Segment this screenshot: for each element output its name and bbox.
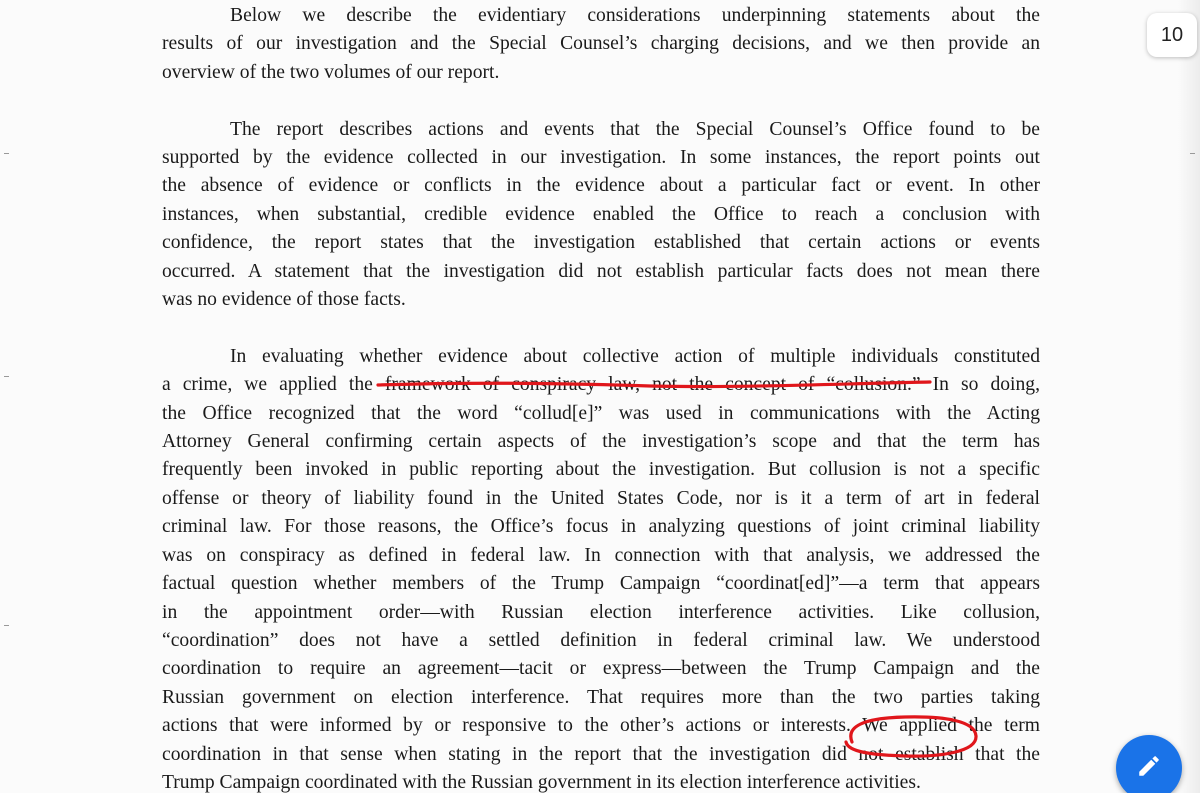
text-line: confidence, the report states that the investigation established that certain actions or events [162, 232, 1040, 254]
margin-tick [4, 625, 9, 626]
page-number: 10 [1160, 23, 1184, 46]
text-line: coordination to require an agreement—tacit or express—between the Trump Campaign and the [162, 658, 1040, 680]
page-number-badge [1147, 13, 1197, 57]
text-line: results of our investigation and the Special Counsel’s charging decisions, and we then provide an [162, 33, 1040, 55]
text-line: frequently been invoked in public reporting about the investigation. But collusion is not a specific [162, 459, 1040, 481]
pencil-icon [1136, 753, 1162, 784]
text-line: offense or theory of liability found in the United States Code, nor is it a term of art in federal [162, 487, 1040, 509]
margin-tick [4, 153, 9, 154]
text-line: “coordination” does not have a settled definition in federal criminal law. We understood [162, 629, 1040, 651]
text-line: was no evidence of those facts. [162, 289, 406, 311]
text-line: Attorney General confirming certain aspects of the investigation’s scope and that the term has [162, 431, 1040, 453]
text-line: in the appointment order—with Russian election interference activities. Like collusion, [162, 601, 1040, 623]
text-line: criminal law. For those reasons, the Office’s focus in analyzing questions of joint criminal liability [162, 516, 1040, 538]
text-line: supported by the evidence collected in our investigation. In some instances, the report points out [162, 147, 1040, 169]
paragraph-overview [162, 2, 1040, 87]
document-body [162, 2, 1040, 793]
margin-tick [1190, 153, 1195, 154]
paragraph-evidence [162, 116, 1040, 315]
text-line: In evaluating whether evidence about collective action of multiple individuals constituted [230, 345, 1040, 367]
text-line: instances, when substantial, credible evidence enabled the Office to reach a conclusion with [162, 203, 1040, 225]
paragraph-collusion [162, 343, 1040, 793]
text-line: factual question whether members of the Trump Campaign “coordinat[ed]”—a term that appears [162, 573, 1040, 595]
text-line: Below we describe the evidentiary considerations underpinning statements about the [230, 5, 1040, 26]
text-line: was on conspiracy as defined in federal law. In connection with that analysis, we addressed the [162, 544, 1040, 566]
margin-tick [4, 376, 9, 377]
text-line: actions that were informed by or responsive to the other’s actions or interests. We applied the term [162, 715, 1040, 737]
text-line: occurred. A statement that the investigation did not establish particular facts does not mean there [162, 260, 1040, 282]
edit-button[interactable] [1116, 735, 1182, 793]
text-line: Trump Campaign coordinated with the Russian government in its election interference activities. [162, 771, 921, 793]
text-line: overview of the two volumes of our report. [162, 61, 500, 83]
page-edge-shadow [1178, 0, 1200, 793]
text-line: the Office recognized that the word “collud[e]” was used in communications with the Acting [162, 402, 1040, 424]
text-line: the absence of evidence or conflicts in the evidence about a particular fact or event. In other [162, 175, 1040, 197]
text-line-circled: coordination in that sense when stating in the report that the investigation did not establish that the [162, 743, 1040, 765]
text-line: The report describes actions and events that the Special Counsel’s Office found to be [230, 118, 1040, 140]
text-line: Russian government on election interference. That requires more than the two parties taking [162, 686, 1040, 708]
text-line-underlined: a crime, we applied the framework of conspiracy law, not the concept of “collusion.” In so doing, [162, 374, 1040, 396]
